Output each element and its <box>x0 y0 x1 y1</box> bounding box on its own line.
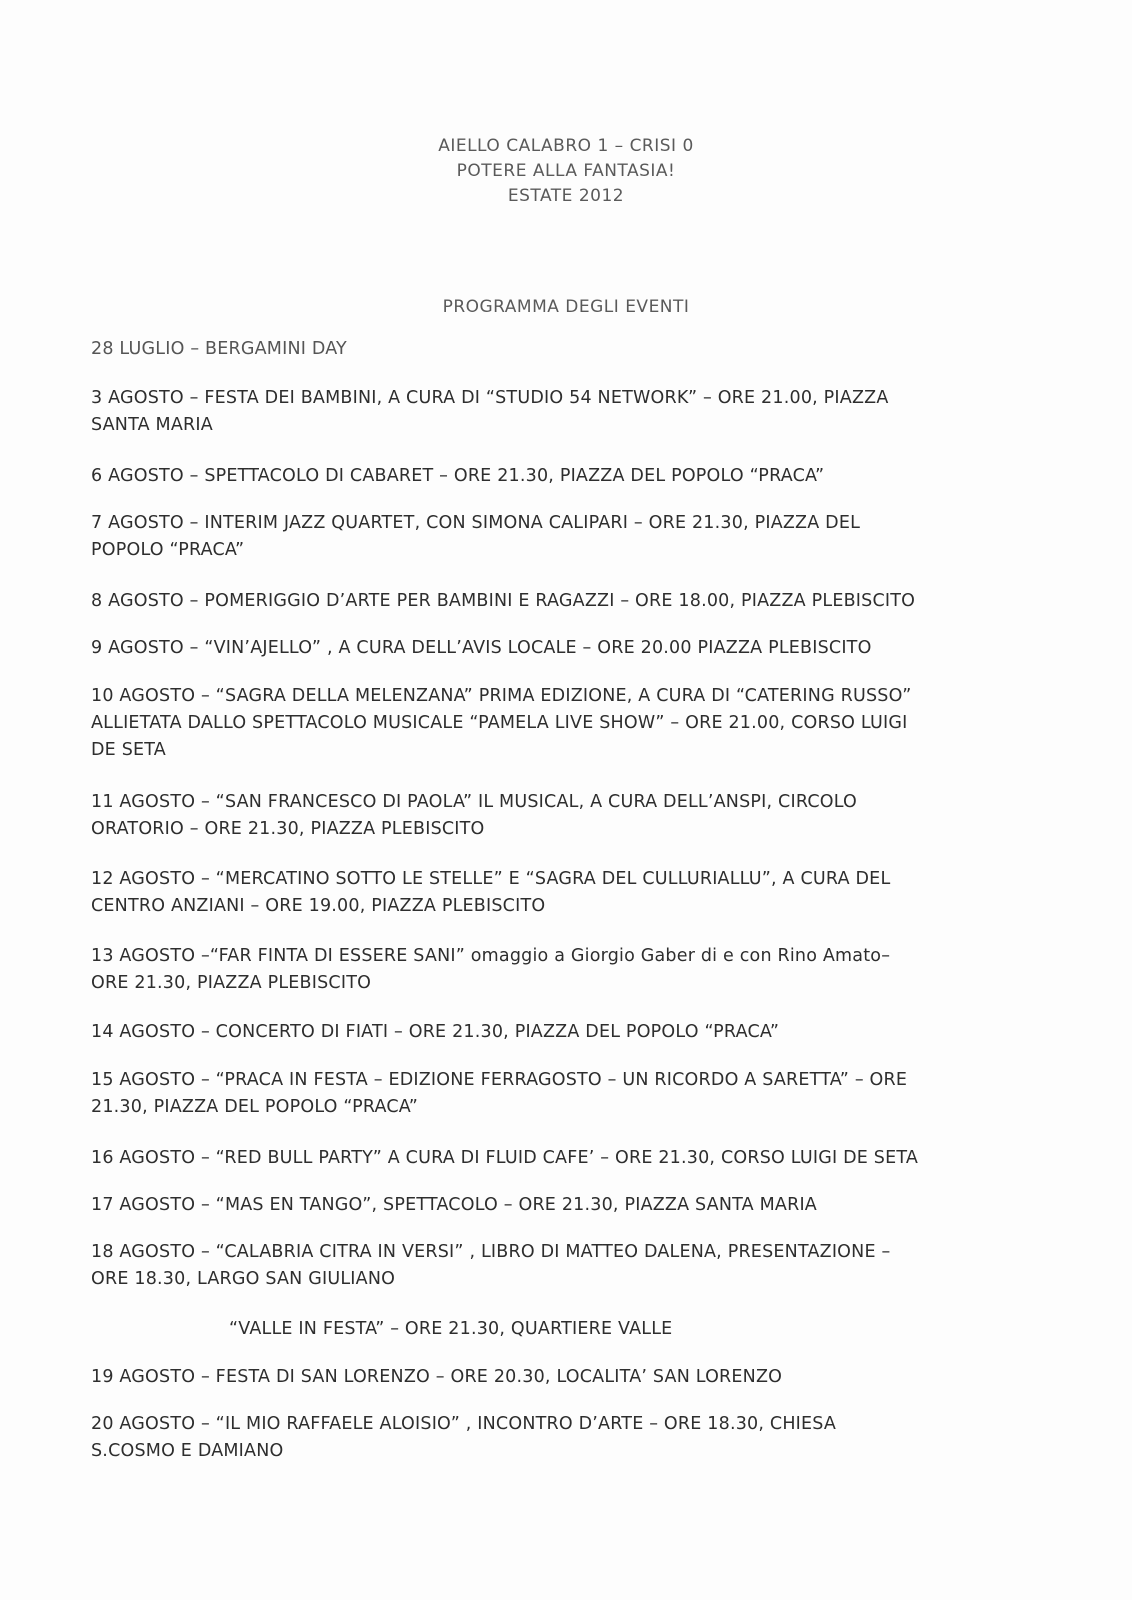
event-entry-9 <box>91 943 991 997</box>
program-title: PROGRAMMA DEGLI EVENTI <box>442 297 690 317</box>
event-entry-4 <box>91 588 991 615</box>
event-line: ORE 18.30, LARGO SAN GIULIANO <box>91 1269 396 1289</box>
event-line: 9 AGOSTO – “VIN’AJELLO” , A CURA DELL’AVIS LOCALE – ORE 20.00 PIAZZA PLEBISCITO <box>91 638 872 658</box>
event-line: 6 AGOSTO – SPETTACOLO DI CABARET – ORE 21.30, PIAZZA DEL POPOLO “PRACA” <box>91 466 825 486</box>
event-line: CENTRO ANZIANI – ORE 19.00, PIAZZA PLEBISCITO <box>91 896 546 916</box>
event-line: 15 AGOSTO – “PRACA IN FESTA – EDIZIONE FERRAGOSTO – UN RICORDO A SARETTA” – ORE <box>91 1070 908 1090</box>
header-title: AIELLO CALABRO 1 – CRISI 0 <box>438 136 694 156</box>
event-entry-13 <box>91 1192 991 1219</box>
event-entry-5 <box>91 635 991 662</box>
event-entry-3 <box>91 510 991 564</box>
document-header <box>0 134 1132 209</box>
event-line: 18 AGOSTO – “CALABRIA CITRA IN VERSI” , LIBRO DI MATTEO DALENA, PRESENTAZIONE – <box>91 1242 891 1262</box>
event-line: “VALLE IN FESTA” – ORE 21.30, QUARTIERE VALLE <box>229 1319 673 1339</box>
event-entry-10 <box>91 1019 991 1046</box>
event-entry-15 <box>229 1316 1129 1343</box>
event-line: 16 AGOSTO – “RED BULL PARTY” A CURA DI FLUID CAFE’ – ORE 21.30, CORSO LUIGI DE SETA <box>91 1148 919 1168</box>
event-entry-7 <box>91 789 991 843</box>
event-line: 10 AGOSTO – “SAGRA DELLA MELENZANA” PRIMA EDIZIONE, A CURA DI “CATERING RUSSO” <box>91 686 912 706</box>
event-entry-1 <box>91 385 991 439</box>
event-entry-11 <box>91 1067 991 1121</box>
event-entry-2 <box>91 463 991 490</box>
event-line: POPOLO “PRACA” <box>91 540 245 560</box>
event-line: DE SETA <box>91 740 166 760</box>
event-entry-17 <box>91 1411 991 1465</box>
event-entry-8 <box>91 866 991 920</box>
event-entry-6 <box>91 683 991 764</box>
event-line: 20 AGOSTO – “IL MIO RAFFAELE ALOISIO” , INCONTRO D’ARTE – ORE 18.30, CHIESA <box>91 1414 837 1434</box>
event-entry-0 <box>91 336 991 363</box>
event-line: 28 LUGLIO – BERGAMINI DAY <box>91 339 347 359</box>
event-line: 11 AGOSTO – “SAN FRANCESCO DI PAOLA” IL MUSICAL, A CURA DELL’ANSPI, CIRCOLO <box>91 792 858 812</box>
event-line: S.COSMO E DAMIANO <box>91 1441 284 1461</box>
event-entry-16 <box>91 1364 991 1391</box>
header-season: ESTATE 2012 <box>507 186 625 206</box>
event-line: 21.30, PIAZZA DEL POPOLO “PRACA” <box>91 1097 419 1117</box>
event-line: 13 AGOSTO –“FAR FINTA DI ESSERE SANI” omaggio a Giorgio Gaber di e con Rino Amato– <box>91 946 891 966</box>
event-line: 14 AGOSTO – CONCERTO DI FIATI – ORE 21.30, PIAZZA DEL POPOLO “PRACA” <box>91 1022 780 1042</box>
event-line: SANTA MARIA <box>91 415 213 435</box>
event-line: ORATORIO – ORE 21.30, PIAZZA PLEBISCITO <box>91 819 485 839</box>
event-line: ORE 21.30, PIAZZA PLEBISCITO <box>91 973 372 993</box>
event-line: 8 AGOSTO – POMERIGGIO D’ARTE PER BAMBINI E RAGAZZI – ORE 18.00, PIAZZA PLEBISCITO <box>91 591 916 611</box>
event-line: 19 AGOSTO – FESTA DI SAN LORENZO – ORE 20.30, LOCALITA’ SAN LORENZO <box>91 1367 783 1387</box>
event-line: ALLIETATA DALLO SPETTACOLO MUSICALE “PAMELA LIVE SHOW” – ORE 21.00, CORSO LUIGI <box>91 713 908 733</box>
event-line: 3 AGOSTO – FESTA DEI BAMBINI, A CURA DI “STUDIO 54 NETWORK” – ORE 21.00, PIAZZA <box>91 388 889 408</box>
event-line: 17 AGOSTO – “MAS EN TANGO”, SPETTACOLO – ORE 21.30, PIAZZA SANTA MARIA <box>91 1195 817 1215</box>
event-line: 12 AGOSTO – “MERCATINO SOTTO LE STELLE” E “SAGRA DEL CULLURIALLU”, A CURA DEL <box>91 869 891 889</box>
event-entry-12 <box>91 1145 991 1172</box>
header-subtitle: POTERE ALLA FANTASIA! <box>456 161 676 181</box>
event-line: 7 AGOSTO – INTERIM JAZZ QUARTET, CON SIMONA CALIPARI – ORE 21.30, PIAZZA DEL <box>91 513 861 533</box>
event-entry-14 <box>91 1239 991 1293</box>
